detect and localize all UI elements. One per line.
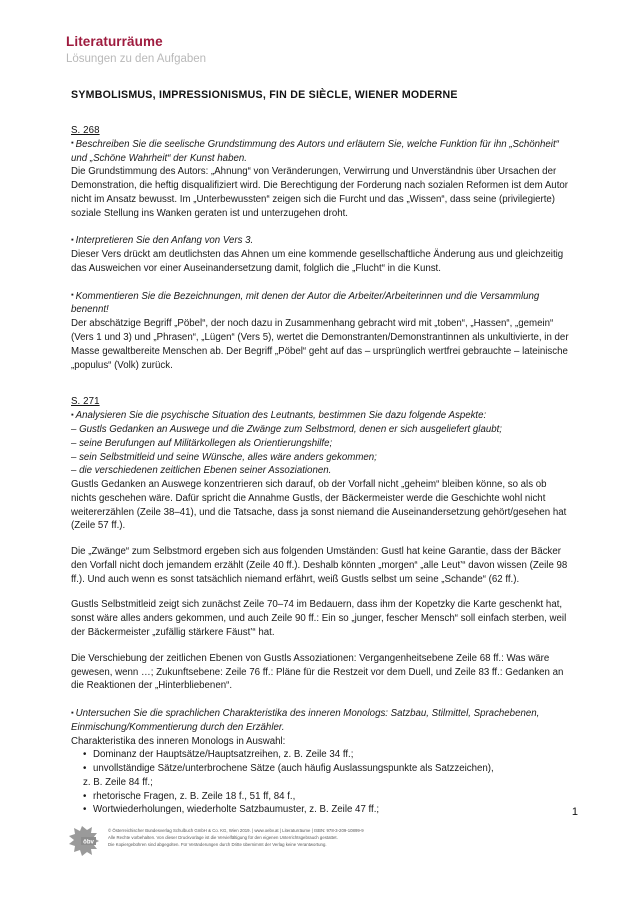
section-reference: S. 268 [71,124,100,136]
section-s268 [71,125,574,372]
square-bullet-icon: ▪ [71,409,74,419]
footer-line: Alle Rechte vorbehalten. Von dieser Druckvorlage ist die Vervielfältigung für den eigenen Unterrichtsgebrauch gestattet. [108,835,338,841]
spacer [71,586,574,598]
round-bullet-icon: • [83,790,87,802]
list-item-text: unvollständige Sätze/unterbrochene Sätze (auch häufig Auslassungspunkte als Satzzeichen), [93,763,494,775]
round-bullet-icon: • [83,749,87,761]
question-line [71,234,574,248]
answer-paragraph: Dieser Vers drückt am deutlichsten das Ahnen um eine kommende gesellschaftliche Änderung aus und gleichzeitig das Ausweichen vor einer Auseinandersetzung damit, folglich die „Flucht“ in die Kunst. [71,249,564,274]
square-bullet-icon: ▪ [71,290,74,300]
answer-paragraph: Gustls Selbstmitleid zeigt sich zunächst Zeile 70–74 im Bedauern, dass ihm der Kopetzky die Karte geschenkt hat, sonst wäre alles anders gekommen, und auch Zeile 90 ff.: Ein so „junger, fescher Mensch“ soll einfach sterben, weil der Bäckermeister „zufällig stärkere Fäust’“ hat. [71,599,567,639]
svg-text:öbv: öbv [83,839,94,846]
footer-text [108,826,364,848]
question-line [71,409,574,423]
footer-line: © Österreichischer Bundesverlag Schulbuch GmbH & Co. KG, Wien 2019. | www.oebv.at | Literaturräume | ISBN: 978-3-209-10899-9 [108,828,364,833]
oebv-logo-icon [68,826,102,856]
characteristics-list [71,748,574,817]
brand-header [66,34,574,67]
square-bullet-icon: ▪ [71,138,74,148]
spacer [71,220,574,232]
spacer [71,276,574,288]
aspect-line: – sein Selbstmitleid und seine Wünsche, alles wäre anders gekommen; [71,451,377,463]
answer-paragraph: Die Grundstimmung des Autors: „Ahnung“ von Veränderungen, Verwirrung und Unverständnis über Ursachen der Demonstration, die heftig disqualifiziert wird. Die Berechtigung der Forderung nach sozialen Reformen ist dem Autor nicht im Ansatz bewusst. Im „Unterbewussten“ zeigen sich die Furcht und das „Wissen“, dass seine (privilegierte) soziale Stellung ins Wanken geraten ist und unterzugehen droht. [71,166,569,219]
section-reference: S. 271 [71,396,100,408]
aspect-line: – die verschiedenen zeitlichen Ebenen seiner Assoziationen. [71,465,332,477]
list-item-text: rhetorische Fragen, z. B. Zeile 18 f., 51 ff, 84 f., [93,790,296,802]
question-text: Untersuchen Sie die sprachlichen Charakteristika des inneren Monologs: Satzbau, Stilmittel, Sprachebenen, Einmischung/Kommentierung durch den Erzähler. [71,708,540,733]
list-item [71,748,574,762]
list-item [71,790,574,804]
question-line [71,707,574,735]
spacer [71,533,574,545]
round-bullet-icon: • [83,804,87,816]
question-text: Interpretieren Sie den Anfang von Vers 3. [75,235,254,247]
answer-paragraph: Charakteristika des inneren Monologs in Auswahl: [71,735,286,747]
brand-subtitle: Lösungen zu den Aufgaben [66,52,207,65]
list-item-text: Dominanz der Hauptsätze/Hauptsatzreihen, z. B. Zeile 34 ff.; [93,749,354,761]
spacer [71,693,574,705]
footer-line: Die Kopiergebühren sind abgegolten. Für Veränderungen durch Dritte übernimmt der Verlag keine Verantwortung. [108,842,327,848]
page-number: 1 [571,806,578,818]
answer-paragraph: Die Verschiebung der zeitlichen Ebenen von Gustls Assoziationen: Vergangenheitsebene Zeile 68 ff.: Was wäre gewesen, wenn …; Zukunftsebene: Zeile 76 ff.: Pläne für die Restzeit vor dem Duell, und Zeile 83 ff.: Gedanken an die Reaktionen der „Hinterbliebenen“. [71,652,564,692]
aspect-line: – seine Berufungen auf Militärkollegen als Orientierungshilfe; [71,437,333,449]
square-bullet-icon: ▪ [71,707,74,717]
page-title: SYMBOLISMUS, IMPRESSIONISMUS, FIN DE SIÈCLE, WIENER MODERNE [71,88,458,101]
list-item-continuation: z. B. Zeile 84 ff.; [83,776,153,788]
answer-paragraph: Gustls Gedanken an Auswege konzentrieren sich darauf, ob der Vorfall nicht „geheim“ bleiben könne, so als ob nichts geschehen wäre. Dafür spricht die Annahme Gustls, der Bäckermeister werde die Geschichte wohl nicht weitererzählen (Zeile 38–41), und die Tatsache, dass ja sonst niemand die Auseinandersetzung gehört/gesehen hat (Zeile 57 ff.). [71,479,567,532]
square-bullet-icon: ▪ [71,234,74,244]
answer-paragraph: Die „Zwänge“ zum Selbstmord ergeben sich aus folgenden Umständen: Gustl hat keine Garantie, dass der Bäcker den Vorfall nicht doch jemandem erzählt (Zeile 40 ff.). Deshalb könnten „morgen“ „alle Leut’“ davon wissen (Zeile 98 ff.). Und auch wenn es sonst tatsächlich niemand erfährt, weiß Gustls selbst um seine „Schande“ (62 ff.). [71,546,568,585]
question-text: Kommentieren Sie die Bezeichnungen, mit denen der Autor die Arbeiter/Arbeiterinnen und die Versammlung benennt! [71,290,540,316]
brand-title: Literaturräume [66,34,163,49]
footer [68,826,568,856]
question-text: Beschreiben Sie die seelische Grundstimmung des Autors und erläutern Sie, welche Funktion für ihn „Schönheit“ und „Schöne Wahrheit“ der Kunst haben. [71,138,559,164]
spacer [71,640,574,652]
list-item [71,803,574,817]
list-item [71,762,574,776]
round-bullet-icon: • [83,763,87,775]
question-line [71,138,574,166]
aspect-line: – Gustls Gedanken an Auswege und die Zwänge zum Selbstmord, denen er sich ausgeliefert glaubt; [71,424,502,436]
question-text: Analysieren Sie die psychische Situation des Leutnants, bestimmen Sie dazu folgende Aspekte: [75,410,487,422]
list-item-text: Wortwiederholungen, wiederholte Satzbaumuster, z. B. Zeile 47 ff.; [93,804,380,816]
document-content [66,34,574,817]
section-s271 [71,396,574,817]
question-line [71,290,574,318]
answer-paragraph: Der abschätzige Begriff „Pöbel“, der noch dazu in Zusammenhang gebracht wird mit „toben“, „Hassen“, „gemein“ (Vers 1 und 3) und „Phrasen“, „Lügen“ (Vers 5), wertet die Demonstranten/Demonstrantinnen als unkultivierte, in der Masse gewaltbereite Menschen ab. Der Begriff „Pöbel“ geht auf das – ursprünglich wertfrei gebrauchte – lateinische „populus“ (Volk) zurück. [71,318,569,371]
